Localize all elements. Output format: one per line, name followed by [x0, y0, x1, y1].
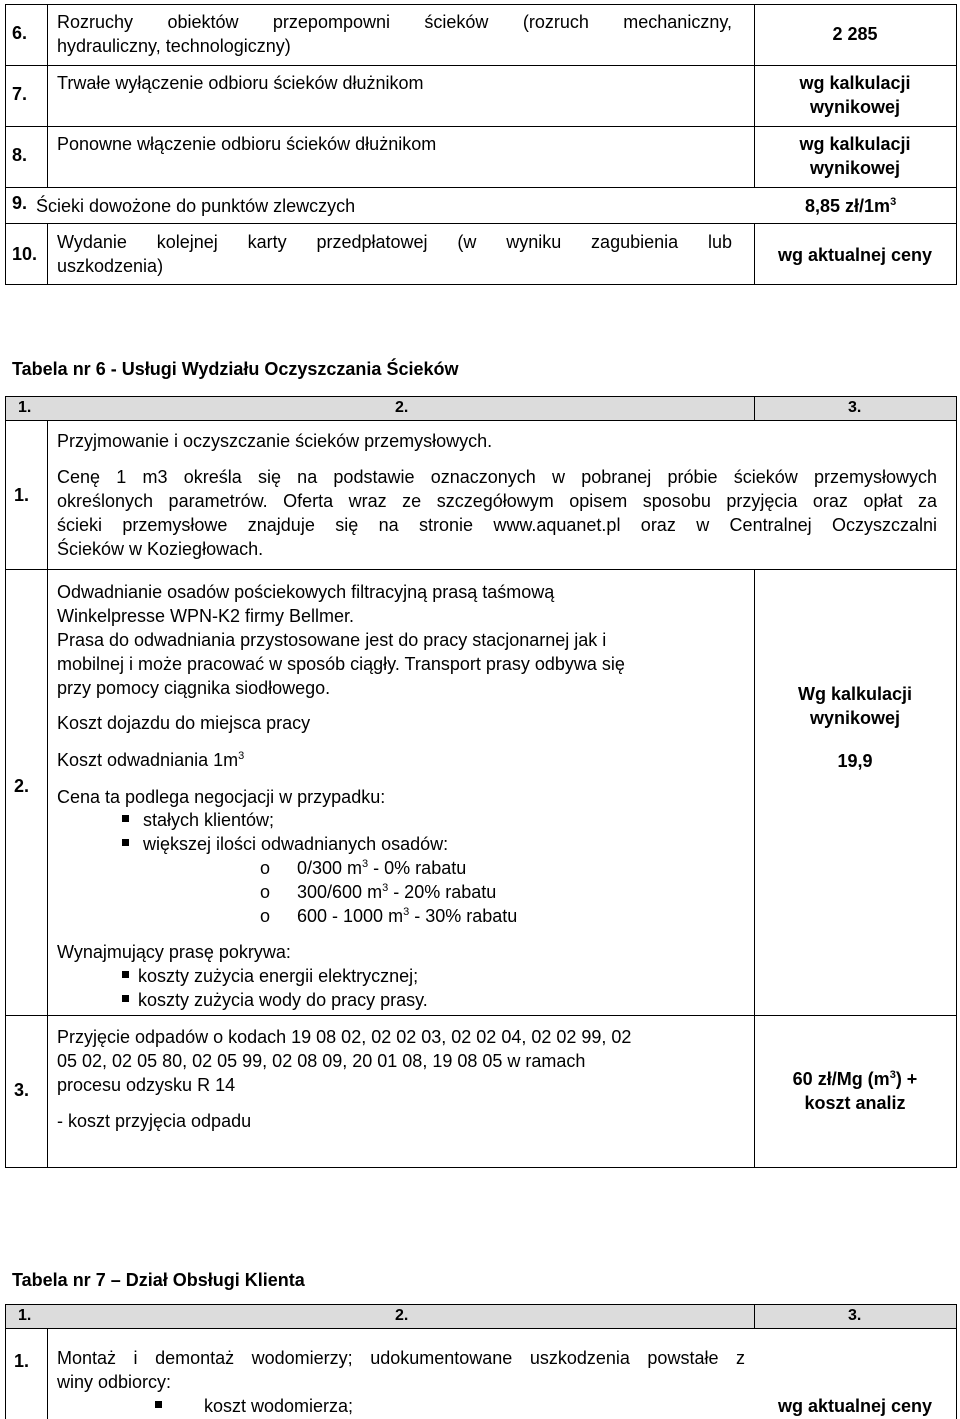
- row-description: 05 02, 02 05 80, 02 05 99, 02 08 09, 20 01 08, 19 08 05 w ramach: [57, 1051, 586, 1071]
- column-header: 2.: [395, 1307, 409, 1324]
- table-header-row: [5, 1304, 956, 1328]
- bullet-square-icon: [122, 971, 129, 978]
- column-header: 1.: [18, 1307, 32, 1324]
- list-item: koszty zużycia wody do pracy prasy.: [138, 990, 428, 1010]
- list-item: 300/600 $m^3 - 20\%$ rabatu: [297, 882, 497, 902]
- row-description: Przyjmowanie i oczyszczanie ścieków przemysłowych.: [57, 431, 493, 451]
- circle-bullet-icon: o: [260, 906, 271, 926]
- list-item: koszty zużycia energii elektrycznej;: [138, 966, 419, 986]
- row-description: określonych parametrów. Oferta wraz ze szczegółowym opisem sposobu przyjęcia oraz opłat za: [57, 491, 937, 511]
- row-description: hydrauliczny, technologiczny): [57, 36, 291, 56]
- row-price: 2 285: [832, 24, 878, 44]
- row-description: Przyjęcie odpadów o kodach 19 08 02, 02 02 03, 02 02 04, 02 02 99, 02: [57, 1027, 632, 1047]
- column-header: 3.: [848, 1307, 862, 1324]
- row-description: Wynajmujący prasę pokrywa:: [57, 942, 291, 962]
- row-description: Cenę 1 m3 określa się na podstawie oznaczonych w pobranej próbie ścieków przemysłowych: [57, 467, 937, 487]
- circle-bullet-icon: o: [260, 882, 271, 902]
- column-header: 1.: [18, 399, 32, 416]
- row-price: Wg kalkulacji: [797, 684, 913, 704]
- row-description: - koszt przyjęcia odpadu: [57, 1111, 252, 1131]
- row-number: 10.: [12, 244, 38, 264]
- bullet-square-icon: [122, 815, 129, 822]
- list-item: koszt wodomierza;: [204, 1396, 354, 1416]
- bullet-square-icon: [122, 995, 129, 1002]
- row-description: Montaż i demontaż wodomierzy; udokumentowane uszkodzenia powstałe z: [57, 1348, 745, 1368]
- list-item: 600 - 1000 $m^3 - 30\%$ rabatu: [297, 906, 518, 926]
- circle-bullet-icon: o: [260, 858, 271, 878]
- row-price: 19,9: [837, 751, 873, 771]
- row-description: Koszt dojazdu do miejsca pracy: [57, 713, 311, 733]
- bullet-square-icon: [122, 839, 129, 846]
- row-price: wg kalkulacji: [799, 134, 911, 154]
- row-price: wg kalkulacji: [799, 73, 911, 93]
- list-item: większej ilości odwadnianych osadów:: [143, 834, 449, 854]
- row-description: przy pomocy ciągnika siodłowego.: [57, 678, 331, 698]
- row-price: wynikowej: [809, 708, 901, 728]
- row-description: Ścieków w Koziegłowach.: [57, 539, 264, 559]
- row-number: 9.: [12, 193, 28, 213]
- row-description: Wydanie kolejnej karty przedpłatowej (w wyniku zagubienia lub: [57, 232, 732, 252]
- row-number: 7.: [12, 84, 28, 104]
- row-description: Winkelpresse WPN-K2 firmy Bellmer.: [57, 606, 355, 626]
- row-price: 60 zł/Mg $(m^3)$ +: [792, 1069, 918, 1089]
- row-price: wynikowej: [809, 158, 901, 178]
- row-number: 3.: [14, 1080, 30, 1100]
- row-description: Trwałe wyłączenie odbioru ścieków dłużnikom: [57, 73, 424, 93]
- table-6-title: Tabela nr 6 - Usługi Wydziału Oczyszczania Ścieków: [12, 359, 459, 379]
- column-header: 2.: [395, 399, 409, 416]
- list-item: 0/300 $m^3 - 0\%$ rabatu: [297, 858, 467, 878]
- table-header-row: [5, 396, 956, 420]
- row-number: 8.: [12, 145, 28, 165]
- row-description: Koszt odwadniania $1m^3$: [57, 750, 245, 770]
- row-price: wynikowej: [809, 97, 901, 117]
- row-number: 1.: [14, 1351, 30, 1371]
- bullet-square-icon: [155, 1401, 162, 1408]
- row-price: wg aktualnej ceny: [777, 245, 933, 265]
- row-description: ścieki przemysłowe znajduje się na stronie www.aquanet.pl oraz w Centralnej Oczyszczalni: [57, 515, 937, 535]
- row-price: koszt analiz: [804, 1093, 906, 1113]
- row-description: uszkodzenia): [57, 256, 164, 276]
- row-price: wg aktualnej ceny: [777, 1396, 933, 1416]
- row-description: Ponowne włączenie odbioru ścieków dłużnikom: [57, 134, 437, 154]
- row-number: 1.: [14, 485, 30, 505]
- column-header: 3.: [848, 399, 862, 416]
- row-number: 2.: [14, 776, 30, 796]
- row-description: Cena ta podlega negocjacji w przypadku:: [57, 787, 386, 807]
- table-7-title: Tabela nr 7 – Dział Obsługi Klienta: [12, 1270, 305, 1290]
- row-description: winy odbiorcy:: [57, 1372, 172, 1392]
- row-description: procesu odzysku R 14: [57, 1075, 236, 1095]
- row-number: 6.: [12, 23, 28, 43]
- row-description: Odwadnianie osadów pościekowych filtracyjną prasą taśmową: [57, 582, 555, 602]
- row-price: 8,85 $zł/1m^3$: [805, 196, 897, 216]
- list-item: stałych klientów;: [143, 810, 275, 830]
- row-description: Prasa do odwadniania przystosowane jest do pracy stacjonarnej jak i: [57, 630, 607, 650]
- row-description: mobilnej i może pracować w sposób ciągły. Transport prasy odbywa się: [57, 654, 625, 674]
- row-description: Rozruchy obiektów przepompowni ścieków (rozruch mechaniczny,: [57, 12, 732, 32]
- row-description: Ścieki dowożone do punktów zlewczych: [36, 196, 356, 216]
